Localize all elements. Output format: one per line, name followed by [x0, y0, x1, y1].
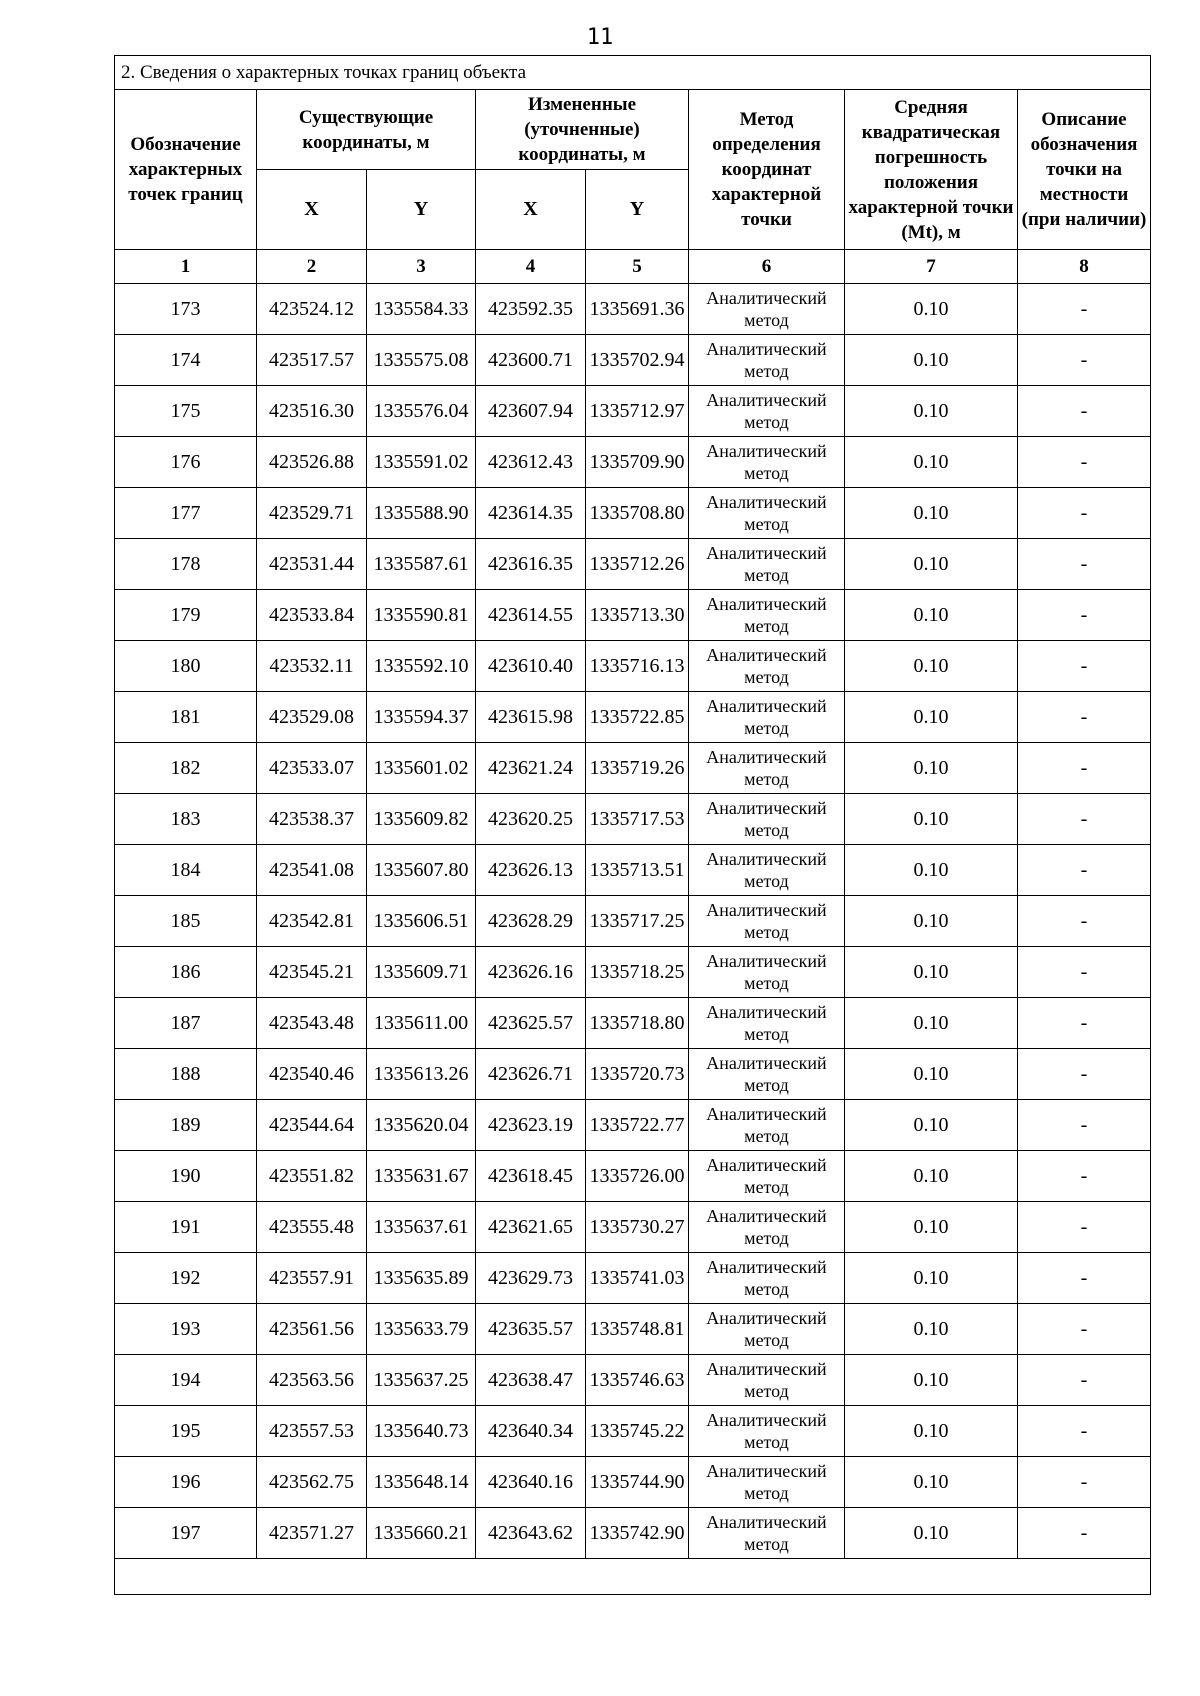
header-error: Средняя квадратическая погрешность положения характерной точки (Mt), м — [845, 90, 1018, 250]
cell-changed-x: 423643.62 — [476, 1508, 586, 1559]
cell-existing-x: 423529.08 — [257, 692, 367, 743]
cell-existing-y: 1335587.61 — [367, 539, 476, 590]
cell-changed-x: 423610.40 — [476, 641, 586, 692]
cell-description: - — [1018, 641, 1151, 692]
cell-point-id: 197 — [115, 1508, 257, 1559]
cell-point-id: 185 — [115, 896, 257, 947]
header-changed-y: Y — [586, 170, 689, 250]
method-text-line: метод — [744, 463, 789, 483]
cell-changed-x: 423638.47 — [476, 1355, 586, 1406]
cell-method — [689, 488, 845, 539]
method-text-line: метод — [744, 1024, 789, 1044]
cell-error: 0.10 — [845, 335, 1018, 386]
column-number: 2 — [257, 250, 367, 284]
cell-description: - — [1018, 1355, 1151, 1406]
cell-changed-x: 423623.19 — [476, 1100, 586, 1151]
table-body — [115, 284, 1151, 1595]
method-text-line: метод — [744, 718, 789, 738]
cell-existing-y: 1335660.21 — [367, 1508, 476, 1559]
cell-point-id: 179 — [115, 590, 257, 641]
table-row — [115, 1049, 1151, 1100]
cell-existing-x: 423540.46 — [257, 1049, 367, 1100]
cell-existing-y: 1335631.67 — [367, 1151, 476, 1202]
cell-existing-y: 1335609.82 — [367, 794, 476, 845]
cell-error: 0.10 — [845, 1049, 1018, 1100]
table-row — [115, 1304, 1151, 1355]
cell-method — [689, 386, 845, 437]
cell-changed-y: 1335718.80 — [586, 998, 689, 1049]
cell-existing-y: 1335606.51 — [367, 896, 476, 947]
cell-method — [689, 1049, 845, 1100]
cell-changed-y: 1335742.90 — [586, 1508, 689, 1559]
cell-changed-x: 423600.71 — [476, 335, 586, 386]
method-text-line: метод — [744, 1177, 789, 1197]
cell-changed-y: 1335720.73 — [586, 1049, 689, 1100]
cell-error: 0.10 — [845, 692, 1018, 743]
header-designation: Обозначение характерных точек границ — [115, 90, 257, 250]
cell-changed-x: 423635.57 — [476, 1304, 586, 1355]
cell-method — [689, 896, 845, 947]
cell-changed-x: 423629.73 — [476, 1253, 586, 1304]
method-text-line: Аналитический — [706, 1257, 827, 1277]
cell-point-id: 178 — [115, 539, 257, 590]
method-text-line: Аналитический — [706, 339, 827, 359]
cell-method — [689, 1304, 845, 1355]
cell-error: 0.10 — [845, 284, 1018, 335]
cell-existing-y: 1335637.61 — [367, 1202, 476, 1253]
header-existing-y: Y — [367, 170, 476, 250]
cell-error: 0.10 — [845, 896, 1018, 947]
cell-point-id: 180 — [115, 641, 257, 692]
cell-method — [689, 1406, 845, 1457]
method-text-line: Аналитический — [706, 951, 827, 971]
cell-description: - — [1018, 845, 1151, 896]
method-text-line: Аналитический — [706, 390, 827, 410]
cell-changed-x: 423620.25 — [476, 794, 586, 845]
cell-description: - — [1018, 437, 1151, 488]
cell-point-id: 189 — [115, 1100, 257, 1151]
method-text-line: метод — [744, 412, 789, 432]
method-text-line: метод — [744, 565, 789, 585]
table-row — [115, 1457, 1151, 1508]
cell-existing-y: 1335613.26 — [367, 1049, 476, 1100]
cell-method — [689, 641, 845, 692]
cell-description: - — [1018, 947, 1151, 998]
method-text-line: метод — [744, 1075, 789, 1095]
method-text-line: метод — [744, 667, 789, 687]
cell-description: - — [1018, 1049, 1151, 1100]
method-text-line: Аналитический — [706, 1053, 827, 1073]
method-text-line: Аналитический — [706, 1155, 827, 1175]
table-row — [115, 284, 1151, 335]
cell-changed-x: 423640.34 — [476, 1406, 586, 1457]
cell-error: 0.10 — [845, 1508, 1018, 1559]
cell-point-id: 177 — [115, 488, 257, 539]
cell-existing-y: 1335633.79 — [367, 1304, 476, 1355]
cell-method — [689, 998, 845, 1049]
cell-existing-x: 423544.64 — [257, 1100, 367, 1151]
cell-method — [689, 692, 845, 743]
cell-existing-x: 423561.56 — [257, 1304, 367, 1355]
cell-error: 0.10 — [845, 845, 1018, 896]
cell-existing-x: 423531.44 — [257, 539, 367, 590]
cell-changed-x: 423621.65 — [476, 1202, 586, 1253]
table-row — [115, 692, 1151, 743]
cell-changed-y: 1335745.22 — [586, 1406, 689, 1457]
method-text-line: метод — [744, 1483, 789, 1503]
method-text-line: метод — [744, 1330, 789, 1350]
cell-point-id: 174 — [115, 335, 257, 386]
cell-existing-x: 423533.84 — [257, 590, 367, 641]
cell-point-id: 188 — [115, 1049, 257, 1100]
cell-method — [689, 1253, 845, 1304]
cell-changed-x: 423626.71 — [476, 1049, 586, 1100]
cell-existing-x: 423533.07 — [257, 743, 367, 794]
cell-existing-y: 1335620.04 — [367, 1100, 476, 1151]
cell-error: 0.10 — [845, 794, 1018, 845]
table-row — [115, 539, 1151, 590]
cell-method — [689, 1457, 845, 1508]
cell-method — [689, 590, 845, 641]
cell-error: 0.10 — [845, 1304, 1018, 1355]
table-row — [115, 1202, 1151, 1253]
method-text-line: Аналитический — [706, 441, 827, 461]
cell-existing-x: 423541.08 — [257, 845, 367, 896]
cell-point-id: 175 — [115, 386, 257, 437]
cell-existing-x: 423571.27 — [257, 1508, 367, 1559]
cell-existing-x: 423545.21 — [257, 947, 367, 998]
cell-description: - — [1018, 743, 1151, 794]
cell-existing-x: 423529.71 — [257, 488, 367, 539]
cell-existing-y: 1335575.08 — [367, 335, 476, 386]
cell-description: - — [1018, 284, 1151, 335]
cell-point-id: 184 — [115, 845, 257, 896]
cell-description: - — [1018, 1457, 1151, 1508]
cell-point-id: 173 — [115, 284, 257, 335]
cell-description: - — [1018, 539, 1151, 590]
table-row — [115, 947, 1151, 998]
column-number: 5 — [586, 250, 689, 284]
method-text-line: Аналитический — [706, 1410, 827, 1430]
cell-existing-y: 1335576.04 — [367, 386, 476, 437]
header-method: Метод определения координат характерной точки — [689, 90, 845, 250]
header-existing-coordinates: Существующие координаты, м — [257, 90, 476, 170]
table-row — [115, 1406, 1151, 1457]
method-text-line: Аналитический — [706, 1104, 827, 1124]
cell-changed-x: 423626.13 — [476, 845, 586, 896]
cell-changed-y: 1335746.63 — [586, 1355, 689, 1406]
cell-changed-y: 1335716.13 — [586, 641, 689, 692]
method-text-line: Аналитический — [706, 696, 827, 716]
method-text-line: Аналитический — [706, 849, 827, 869]
cell-error: 0.10 — [845, 743, 1018, 794]
cell-changed-y: 1335709.90 — [586, 437, 689, 488]
cell-method — [689, 1355, 845, 1406]
cell-description: - — [1018, 488, 1151, 539]
cell-description: - — [1018, 1151, 1151, 1202]
cell-existing-y: 1335609.71 — [367, 947, 476, 998]
cell-error: 0.10 — [845, 1151, 1018, 1202]
column-number: 6 — [689, 250, 845, 284]
cell-changed-y: 1335722.85 — [586, 692, 689, 743]
cell-error: 0.10 — [845, 1100, 1018, 1151]
table-row — [115, 845, 1151, 896]
cell-method — [689, 437, 845, 488]
cell-description: - — [1018, 794, 1151, 845]
cell-point-id: 193 — [115, 1304, 257, 1355]
cell-existing-y: 1335591.02 — [367, 437, 476, 488]
table-row — [115, 335, 1151, 386]
cell-changed-x: 423628.29 — [476, 896, 586, 947]
cell-existing-y: 1335635.89 — [367, 1253, 476, 1304]
method-text-line: Аналитический — [706, 645, 827, 665]
column-number: 3 — [367, 250, 476, 284]
header-description: Описание обозначения точки на местности (при наличии) — [1018, 90, 1151, 250]
boundary-points-table — [114, 55, 1151, 1595]
cell-existing-x: 423538.37 — [257, 794, 367, 845]
cell-method — [689, 1100, 845, 1151]
cell-method — [689, 794, 845, 845]
cell-point-id: 183 — [115, 794, 257, 845]
table-row — [115, 1508, 1151, 1559]
method-text-line: Аналитический — [706, 1359, 827, 1379]
table-row — [115, 1100, 1151, 1151]
cell-changed-y: 1335744.90 — [586, 1457, 689, 1508]
cell-description: - — [1018, 1202, 1151, 1253]
cell-existing-x: 423532.11 — [257, 641, 367, 692]
cell-method — [689, 539, 845, 590]
cell-existing-x: 423543.48 — [257, 998, 367, 1049]
header-changed-x: X — [476, 170, 586, 250]
cell-existing-y: 1335594.37 — [367, 692, 476, 743]
cell-changed-x: 423592.35 — [476, 284, 586, 335]
cell-description: - — [1018, 1406, 1151, 1457]
cell-error: 0.10 — [845, 386, 1018, 437]
cell-existing-x: 423557.91 — [257, 1253, 367, 1304]
cell-existing-x: 423516.30 — [257, 386, 367, 437]
cell-existing-x: 423555.48 — [257, 1202, 367, 1253]
method-text-line: метод — [744, 922, 789, 942]
method-text-line: Аналитический — [706, 1002, 827, 1022]
method-text-line: метод — [744, 514, 789, 534]
method-text-line: метод — [744, 871, 789, 891]
cell-existing-y: 1335611.00 — [367, 998, 476, 1049]
table-row — [115, 896, 1151, 947]
method-text-line: Аналитический — [706, 747, 827, 767]
cell-changed-x: 423612.43 — [476, 437, 586, 488]
cell-error: 0.10 — [845, 539, 1018, 590]
cell-changed-y: 1335713.51 — [586, 845, 689, 896]
method-text-line: Аналитический — [706, 543, 827, 563]
cell-changed-y: 1335712.26 — [586, 539, 689, 590]
cell-description: - — [1018, 1100, 1151, 1151]
cell-existing-x: 423562.75 — [257, 1457, 367, 1508]
table-row — [115, 1253, 1151, 1304]
cell-method — [689, 1508, 845, 1559]
cell-point-id: 192 — [115, 1253, 257, 1304]
cell-error: 0.10 — [845, 437, 1018, 488]
cell-description: - — [1018, 692, 1151, 743]
method-text-line: метод — [744, 1381, 789, 1401]
method-text-line: метод — [744, 1126, 789, 1146]
page-number: 11 — [586, 25, 614, 50]
table-row — [115, 743, 1151, 794]
cell-error: 0.10 — [845, 1355, 1018, 1406]
cell-existing-x: 423517.57 — [257, 335, 367, 386]
cell-existing-x: 423526.88 — [257, 437, 367, 488]
cell-changed-y: 1335719.26 — [586, 743, 689, 794]
cell-changed-y: 1335712.97 — [586, 386, 689, 437]
method-text-line: Аналитический — [706, 900, 827, 920]
cell-changed-y: 1335717.25 — [586, 896, 689, 947]
cell-changed-y: 1335726.00 — [586, 1151, 689, 1202]
cell-changed-y: 1335702.94 — [586, 335, 689, 386]
method-text-line: Аналитический — [706, 492, 827, 512]
cell-existing-x: 423524.12 — [257, 284, 367, 335]
header-existing-x: X — [257, 170, 367, 250]
column-number: 4 — [476, 250, 586, 284]
cell-point-id: 191 — [115, 1202, 257, 1253]
cell-point-id: 182 — [115, 743, 257, 794]
method-text-line: Аналитический — [706, 1206, 827, 1226]
cell-existing-x: 423557.53 — [257, 1406, 367, 1457]
cell-existing-y: 1335640.73 — [367, 1406, 476, 1457]
cell-existing-y: 1335590.81 — [367, 590, 476, 641]
table-row — [115, 386, 1151, 437]
cell-method — [689, 947, 845, 998]
cell-error: 0.10 — [845, 641, 1018, 692]
cell-error: 0.10 — [845, 488, 1018, 539]
cell-error: 0.10 — [845, 1202, 1018, 1253]
method-text-line: метод — [744, 820, 789, 840]
method-text-line: метод — [744, 1279, 789, 1299]
cell-existing-y: 1335592.10 — [367, 641, 476, 692]
cell-changed-x: 423616.35 — [476, 539, 586, 590]
cell-changed-x: 423607.94 — [476, 386, 586, 437]
cell-changed-y: 1335708.80 — [586, 488, 689, 539]
method-text-line: метод — [744, 616, 789, 636]
cell-description: - — [1018, 1508, 1151, 1559]
method-text-line: метод — [744, 1534, 789, 1554]
cell-point-id: 194 — [115, 1355, 257, 1406]
cell-changed-x: 423614.35 — [476, 488, 586, 539]
table-row — [115, 794, 1151, 845]
cell-changed-y: 1335713.30 — [586, 590, 689, 641]
cell-changed-x: 423614.55 — [476, 590, 586, 641]
cell-changed-x: 423618.45 — [476, 1151, 586, 1202]
cell-changed-y: 1335741.03 — [586, 1253, 689, 1304]
cell-description: - — [1018, 1304, 1151, 1355]
cell-error: 0.10 — [845, 590, 1018, 641]
column-number: 8 — [1018, 250, 1151, 284]
column-number: 7 — [845, 250, 1018, 284]
cell-point-id: 187 — [115, 998, 257, 1049]
cell-method — [689, 743, 845, 794]
method-text-line: Аналитический — [706, 798, 827, 818]
empty-cell — [115, 1559, 1151, 1595]
cell-changed-y: 1335718.25 — [586, 947, 689, 998]
method-text-line: Аналитический — [706, 288, 827, 308]
cell-existing-y: 1335637.25 — [367, 1355, 476, 1406]
cell-method — [689, 335, 845, 386]
cell-point-id: 186 — [115, 947, 257, 998]
cell-changed-y: 1335691.36 — [586, 284, 689, 335]
cell-existing-y: 1335607.80 — [367, 845, 476, 896]
cell-existing-y: 1335648.14 — [367, 1457, 476, 1508]
cell-existing-x: 423563.56 — [257, 1355, 367, 1406]
method-text-line: Аналитический — [706, 1461, 827, 1481]
cell-description: - — [1018, 590, 1151, 641]
column-number: 1 — [115, 250, 257, 284]
cell-error: 0.10 — [845, 1406, 1018, 1457]
method-text-line: метод — [744, 1432, 789, 1452]
cell-existing-x: 423542.81 — [257, 896, 367, 947]
cell-description: - — [1018, 896, 1151, 947]
method-text-line: метод — [744, 310, 789, 330]
cell-description: - — [1018, 1253, 1151, 1304]
cell-description: - — [1018, 335, 1151, 386]
table-row — [115, 641, 1151, 692]
cell-point-id: 196 — [115, 1457, 257, 1508]
cell-error: 0.10 — [845, 1253, 1018, 1304]
cell-method — [689, 1151, 845, 1202]
header-changed-coordinates: Измененные (уточненные) координаты, м — [476, 90, 689, 170]
method-text-line: Аналитический — [706, 1512, 827, 1532]
method-text-line: метод — [744, 973, 789, 993]
cell-error: 0.10 — [845, 998, 1018, 1049]
cell-point-id: 181 — [115, 692, 257, 743]
table-row — [115, 437, 1151, 488]
cell-changed-y: 1335722.77 — [586, 1100, 689, 1151]
cell-existing-x: 423551.82 — [257, 1151, 367, 1202]
cell-description: - — [1018, 386, 1151, 437]
cell-changed-x: 423626.16 — [476, 947, 586, 998]
cell-changed-x: 423640.16 — [476, 1457, 586, 1508]
method-text-line: метод — [744, 769, 789, 789]
method-text-line: Аналитический — [706, 594, 827, 614]
cell-method — [689, 284, 845, 335]
empty-row — [115, 1559, 1151, 1595]
cell-changed-x: 423621.24 — [476, 743, 586, 794]
cell-description: - — [1018, 998, 1151, 1049]
cell-error: 0.10 — [845, 947, 1018, 998]
cell-method — [689, 845, 845, 896]
cell-changed-x: 423615.98 — [476, 692, 586, 743]
method-text-line: Аналитический — [706, 1308, 827, 1328]
table-row — [115, 1151, 1151, 1202]
cell-existing-y: 1335584.33 — [367, 284, 476, 335]
cell-point-id: 195 — [115, 1406, 257, 1457]
cell-point-id: 190 — [115, 1151, 257, 1202]
cell-error: 0.10 — [845, 1457, 1018, 1508]
table-row — [115, 488, 1151, 539]
table-row — [115, 590, 1151, 641]
table-row — [115, 1355, 1151, 1406]
section-title: 2. Сведения о характерных точках границ объекта — [115, 56, 1151, 90]
cell-changed-y: 1335717.53 — [586, 794, 689, 845]
cell-method — [689, 1202, 845, 1253]
cell-existing-y: 1335588.90 — [367, 488, 476, 539]
cell-changed-x: 423625.57 — [476, 998, 586, 1049]
method-text-line: метод — [744, 1228, 789, 1248]
cell-changed-y: 1335730.27 — [586, 1202, 689, 1253]
table-row — [115, 998, 1151, 1049]
cell-point-id: 176 — [115, 437, 257, 488]
method-text-line: метод — [744, 361, 789, 381]
cell-changed-y: 1335748.81 — [586, 1304, 689, 1355]
cell-existing-y: 1335601.02 — [367, 743, 476, 794]
